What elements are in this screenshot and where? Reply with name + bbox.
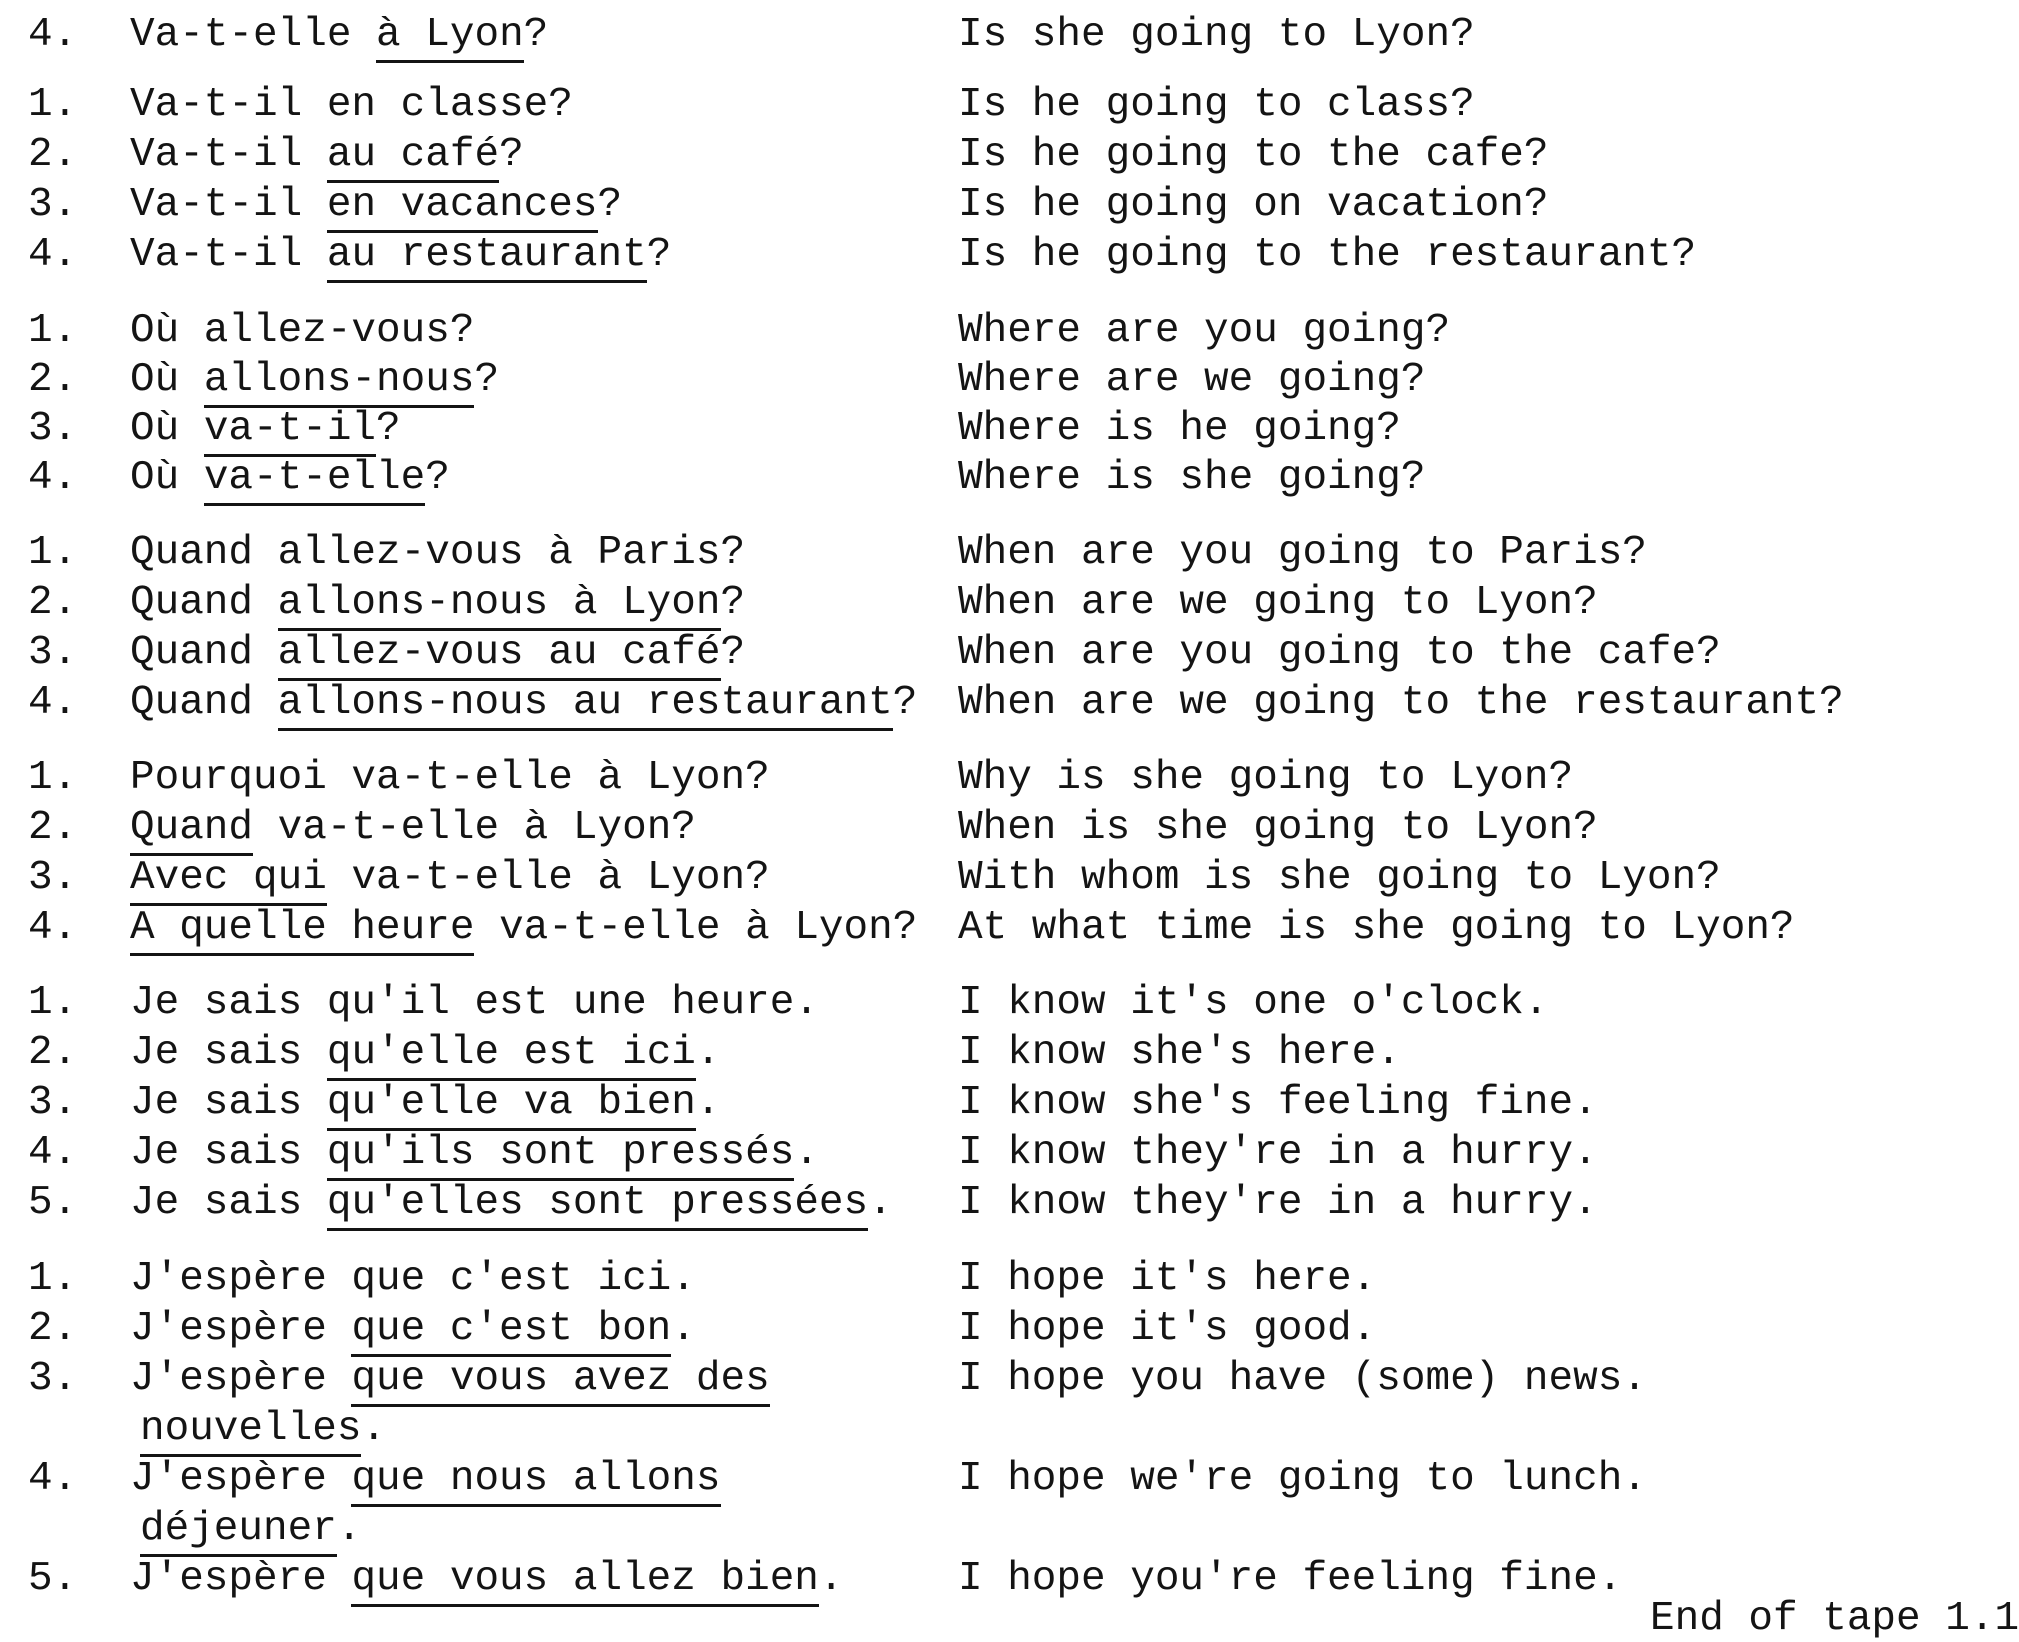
- french-sentence: [130, 1080, 721, 1126]
- french-text-end: ?: [892, 680, 918, 726]
- item-number: 1.: [28, 308, 78, 354]
- french-text-end: va-t-elle à Lyon?: [326, 855, 770, 901]
- french-sentence: [130, 530, 745, 576]
- french-underlined-substitution: qu'elles sont pressées: [327, 1180, 868, 1231]
- item-number: 4.: [28, 232, 78, 278]
- drill-line: [0, 406, 2019, 458]
- drill-line: [0, 232, 2019, 284]
- french-underlined-substitution: qu'elle va bien: [327, 1080, 696, 1131]
- drill-line-continuation: [0, 1406, 2019, 1458]
- french-sentence: [130, 1130, 819, 1176]
- french-underlined-substitution: que nous allons: [351, 1456, 720, 1507]
- french-underlined-substitution: au café: [327, 132, 499, 183]
- french-text-end: ?: [646, 232, 672, 278]
- french-sentence: [130, 630, 745, 676]
- item-number: 3.: [28, 1356, 78, 1402]
- french-underlined-substitution: allons-nous au restaurant: [278, 680, 893, 731]
- drill-line: [0, 630, 2019, 682]
- french-sentence: [130, 1256, 696, 1302]
- french-text: Va-t-il: [130, 232, 327, 278]
- french-sentence: [130, 357, 499, 403]
- french-underlined-substitution: Quand: [130, 805, 253, 856]
- drill-line: [0, 905, 2019, 957]
- french-text: Va-t-il en classe?: [130, 82, 573, 128]
- english-translation: Why is she going to Lyon?: [958, 755, 1574, 801]
- drill-line: [0, 755, 2019, 807]
- french-text-end: ?: [720, 580, 746, 626]
- item-number: 3.: [28, 630, 78, 676]
- english-translation: I hope you're feeling fine.: [958, 1556, 1623, 1602]
- french-text-end: .: [361, 1406, 387, 1452]
- english-translation: When is she going to Lyon?: [958, 805, 1598, 851]
- english-translation: At what time is she going to Lyon?: [958, 905, 1795, 951]
- english-translation: I know she's feeling fine.: [958, 1080, 1598, 1126]
- english-translation: Where is he going?: [958, 406, 1401, 452]
- french-sentence: [130, 1356, 770, 1402]
- french-sentence: [130, 232, 671, 278]
- english-translation: When are we going to the restaurant?: [958, 680, 1844, 726]
- french-text: J'espère: [130, 1456, 352, 1502]
- english-translation: Is he going to class?: [958, 82, 1475, 128]
- french-underlined-substitution: Avec qui: [130, 855, 327, 906]
- french-sentence: [130, 905, 917, 951]
- english-translation: Is he going to the restaurant?: [958, 232, 1697, 278]
- french-text: J'espère: [130, 1356, 352, 1402]
- french-text-end: .: [818, 1556, 844, 1602]
- french-sentence: [130, 132, 524, 178]
- french-text: Va-t-elle: [130, 12, 377, 58]
- drill-line: [0, 1130, 2019, 1182]
- drill-line: [0, 357, 2019, 409]
- drill-line: [0, 12, 2019, 64]
- french-sentence: [130, 1556, 844, 1602]
- drill-line: [0, 855, 2019, 907]
- french-text: Quand: [130, 630, 278, 676]
- french-text: J'espère: [130, 1306, 352, 1352]
- french-sentence: [130, 580, 745, 626]
- item-number: 3.: [28, 1080, 78, 1126]
- english-translation: I hope it's good.: [958, 1306, 1377, 1352]
- english-translation: When are you going to the cafe?: [958, 630, 1721, 676]
- french-text: Je sais: [130, 1030, 327, 1076]
- drill-line: [0, 980, 2019, 1032]
- french-sentence: [130, 855, 770, 901]
- english-translation: I hope it's here.: [958, 1256, 1377, 1302]
- drill-line: [0, 1180, 2019, 1232]
- french-text: Je sais: [130, 1130, 327, 1176]
- french-underlined-substitution: déjeuner: [140, 1506, 337, 1557]
- item-number: 5.: [28, 1556, 78, 1602]
- item-number: 2.: [28, 1306, 78, 1352]
- item-number: 4.: [28, 1130, 78, 1176]
- english-translation: Where is she going?: [958, 455, 1426, 501]
- drill-line: [0, 182, 2019, 234]
- french-sentence: [130, 455, 450, 501]
- french-underlined-substitution: que c'est bon: [351, 1306, 671, 1357]
- drill-line: [0, 1356, 2019, 1408]
- english-translation: When are you going to Paris?: [958, 530, 1647, 576]
- french-text: Quand: [130, 680, 278, 726]
- french-text-end: ?: [523, 12, 549, 58]
- french-underlined-substitution: allons-nous: [204, 357, 475, 408]
- drill-line: [0, 1306, 2019, 1358]
- french-text-end: ?: [425, 455, 450, 501]
- drill-line: [0, 82, 2019, 134]
- french-text-end: .: [695, 1080, 721, 1126]
- french-sentence: [140, 1406, 386, 1452]
- drill-line: [0, 680, 2019, 732]
- french-text: Quand: [130, 580, 278, 626]
- french-text: Où: [130, 455, 204, 501]
- french-underlined-substitution: qu'elle est ici: [327, 1030, 696, 1081]
- item-number: 2.: [28, 132, 78, 178]
- english-translation: I hope we're going to lunch.: [958, 1456, 1647, 1502]
- french-text: Je sais: [130, 1180, 327, 1226]
- french-text: Je sais qu'il est une heure.: [130, 980, 819, 1026]
- french-text-end: ?: [720, 630, 746, 676]
- drill-line: [0, 530, 2019, 582]
- item-number: 3.: [28, 182, 78, 228]
- item-number: 4.: [28, 12, 78, 58]
- drill-line: [0, 805, 2019, 857]
- french-underlined-substitution: en vacances: [327, 182, 598, 233]
- french-underlined-substitution: que vous allez bien: [351, 1556, 818, 1607]
- french-underlined-substitution: allons-nous à Lyon: [278, 580, 721, 631]
- french-sentence: [140, 1506, 361, 1552]
- drill-line: [0, 308, 2019, 360]
- english-translation: Is he going on vacation?: [958, 182, 1549, 228]
- drill-line: [0, 1030, 2019, 1082]
- item-number: 1.: [28, 1256, 78, 1302]
- french-sentence: [130, 980, 819, 1026]
- french-sentence: [130, 12, 548, 58]
- french-text-end: va-t-elle à Lyon?: [474, 905, 918, 951]
- french-underlined-substitution: allez-vous au café: [278, 630, 721, 681]
- item-number: 3.: [28, 855, 78, 901]
- english-translation: I know they're in a hurry.: [958, 1130, 1598, 1176]
- french-text-end: .: [868, 1180, 893, 1226]
- french-text: J'espère: [130, 1556, 352, 1602]
- french-underlined-substitution: va-t-il: [204, 406, 376, 457]
- english-translation: I know she's here.: [958, 1030, 1401, 1076]
- item-number: 3.: [28, 406, 78, 452]
- english-translation: I know they're in a hurry.: [958, 1180, 1598, 1226]
- english-translation: Where are you going?: [958, 308, 1451, 354]
- french-text-end: .: [336, 1506, 362, 1552]
- french-text: Va-t-il: [130, 182, 327, 228]
- drill-line-continuation: [0, 1506, 2019, 1558]
- item-number: 2.: [28, 805, 78, 851]
- french-text-end: .: [695, 1030, 721, 1076]
- french-sentence: [130, 308, 474, 354]
- french-text: Où: [130, 406, 204, 452]
- french-sentence: [130, 1030, 721, 1076]
- item-number: 4.: [28, 680, 78, 726]
- item-number: 4.: [28, 1456, 78, 1502]
- french-sentence: [130, 406, 401, 452]
- french-text: Je sais: [130, 1080, 327, 1126]
- french-sentence: [130, 1180, 893, 1226]
- item-number: 1.: [28, 530, 78, 576]
- english-translation: I know it's one o'clock.: [958, 980, 1549, 1026]
- drill-line: [0, 132, 2019, 184]
- drill-line: [0, 1456, 2019, 1508]
- french-text-end: .: [794, 1130, 819, 1176]
- english-translation: Where are we going?: [958, 357, 1426, 403]
- french-sentence: [130, 805, 696, 851]
- french-underlined-substitution: qu'ils sont pressés: [327, 1130, 794, 1181]
- item-number: 1.: [28, 980, 78, 1026]
- item-number: 1.: [28, 82, 78, 128]
- english-translation: Is she going to Lyon?: [958, 12, 1475, 58]
- french-text-end: .: [671, 1306, 696, 1352]
- english-translation: I hope you have (some) news.: [958, 1356, 1647, 1402]
- english-translation: With whom is she going to Lyon?: [958, 855, 1721, 901]
- french-underlined-substitution: A quelle heure: [130, 905, 474, 956]
- french-underlined-substitution: au restaurant: [327, 232, 647, 283]
- item-number: 5.: [28, 1180, 78, 1226]
- french-underlined-substitution: va-t-elle: [204, 455, 425, 506]
- item-number: 4.: [28, 905, 78, 951]
- item-number: 2.: [28, 580, 78, 626]
- french-sentence: [130, 1306, 696, 1352]
- end-of-tape-note: End of tape 1.1: [1650, 1596, 2019, 1642]
- item-number: 2.: [28, 357, 78, 403]
- drill-line: [0, 580, 2019, 632]
- french-text-end: ?: [376, 406, 401, 452]
- french-text: Quand allez-vous à Paris?: [130, 530, 746, 576]
- drill-line: [0, 1256, 2019, 1308]
- french-text-end: va-t-elle à Lyon?: [253, 805, 696, 851]
- french-underlined-substitution: que vous avez des: [351, 1356, 769, 1407]
- french-sentence: [130, 755, 770, 801]
- drill-line: [0, 1080, 2019, 1132]
- french-text: Où allez-vous?: [130, 308, 475, 354]
- french-text-end: ?: [597, 182, 623, 228]
- french-underlined-substitution: nouvelles: [140, 1406, 361, 1457]
- french-sentence: [130, 82, 573, 128]
- french-text-end: ?: [499, 132, 524, 178]
- french-sentence: [130, 1456, 721, 1502]
- french-sentence: [130, 182, 622, 228]
- french-text: Va-t-il: [130, 132, 327, 178]
- item-number: 1.: [28, 755, 78, 801]
- french-text-end: ?: [474, 357, 500, 403]
- french-text: Pourquoi va-t-elle à Lyon?: [130, 755, 770, 801]
- french-text: Où: [130, 357, 204, 403]
- item-number: 4.: [28, 455, 78, 501]
- drill-line: [0, 455, 2019, 507]
- french-sentence: [130, 680, 917, 726]
- item-number: 2.: [28, 1030, 78, 1076]
- french-text: J'espère que c'est ici.: [130, 1256, 696, 1302]
- english-translation: Is he going to the cafe?: [958, 132, 1549, 178]
- english-translation: When are we going to Lyon?: [958, 580, 1598, 626]
- french-underlined-substitution: à Lyon: [376, 12, 524, 63]
